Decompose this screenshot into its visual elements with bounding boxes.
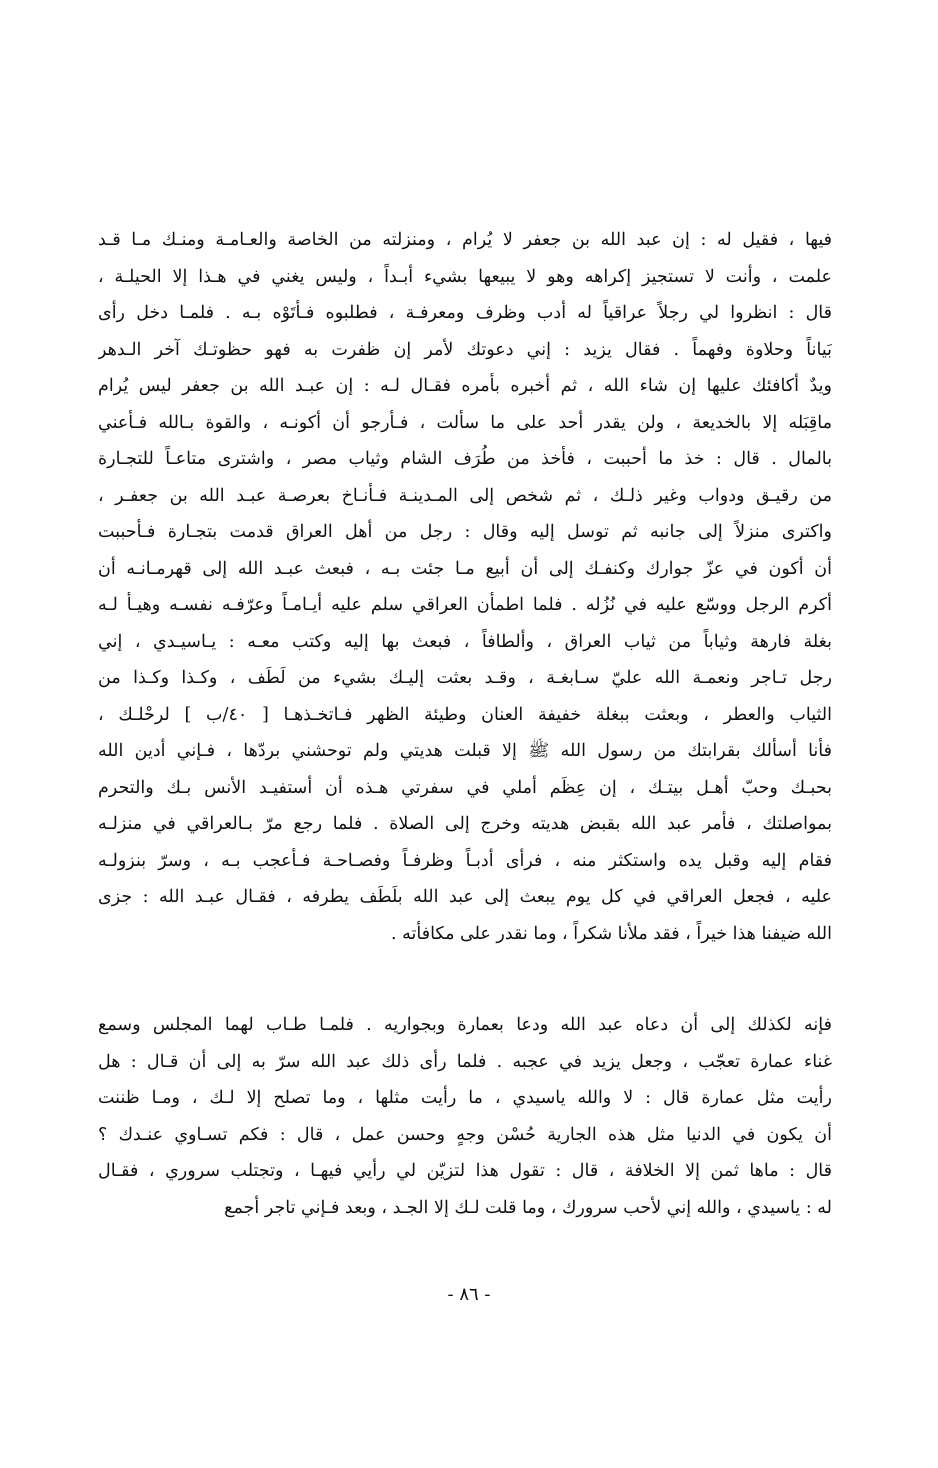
text-line: أن يكون في الدنيا مثل هذه الجارية حُسْن وجهٍ وحسن عمل ، قال : فكم تسـاوي عنـدك ؟ (98, 1124, 832, 1145)
paragraph-2 (98, 1007, 832, 1226)
text-line: ماقِبَله إلا بالخديعة ، ولن يقدر أحد على ما سألت ، فـأرجو أن أكونـه ، والقوة بـالله فـأعني (98, 412, 832, 433)
paragraph-1 (98, 222, 832, 952)
text-line: علمت ، وأنت لا تستجيز إكراهه وهو لا يبيعها بشيء أبـداً ، وليس يغني في هـذا إلا الحيلـة ، (98, 266, 832, 287)
text-line: عليه ، فجعل العراقي في كل يوم يبعث إلى عبد الله بلَطَف يطرفه ، فقـال عبـد الله : جزى (98, 887, 832, 907)
text-line: بَياناً وحلاوة وفهماً . فقال يزيد : إني دعوتك لأمر إن ظفرت به فهو حظوتـك آخر الـدهر (98, 339, 832, 360)
text-line: أن أكون في عزّ جوارك وكنفـك إلى أن أبيع مـا جئت بـه ، فبعث عبـد الله إلى قهرمـانـه أن (98, 558, 832, 579)
text-line: بالمال . قال : خذ ما أحببت ، فأخذ من طُرَف الشام وثياب مصر ، واشترى متاعـاً للتجـارة (98, 449, 832, 469)
text-line: فأنا أسألك بقرابتك من رسول الله ﷺ إلا قبلت هديتي ولم توحشني بردّها ، فـإني أدين الله (98, 741, 832, 761)
text-line: قال : انظروا لي رجلاً عراقياً له أدب وظرف ومعرفـة ، فطلبوه فـأتَوْه بـه . فلمـا دخل رأى (98, 303, 832, 323)
text-line: رأيت مثل عمارة قال : لا والله ياسيدي ، ما رأيت مثلها ، وما تصلح إلا لـك ، ومـا ظننت (98, 1088, 832, 1108)
text-line: بمواصلتك ، فأمر عبد الله بقبض هديته وخرج إلى الصلاة . فلما رجع مرّ بـالعراقي في منزلـه (98, 814, 832, 834)
text-line: من رقيـق ودواب وغير ذلـك ، ثم شخص إلى المـدينـة فـأنـاخ بعرصـة عبـد الله بن جعفـر ، (98, 485, 832, 506)
text-line: فيها ، فقيل له : إن عبد الله بن جعفر لا يُرام ، ومنزلته من الخاصة والعـامـة ومنـك مـا قـد (98, 230, 832, 250)
text-line: ويدٌ أكافئك عليها إن شاء الله ، ثم أخبره بأمره فقـال لـه : إن عبـد الله بن جعفر ليس يُرام (98, 376, 832, 396)
text-line: الله ضيفنا هذا خيراً ، فقد ملأنا شكراً ، وما نقدر على مكافأته . (391, 923, 832, 944)
text-line: الثياب والعطر ، وبعثت ببغلة خفيفة العنان وطيئة الظهر فـاتخـذهـا [ ٤٠/ب ] لرحْلـك ، (98, 704, 832, 725)
text-line: واكترى منزلاً إلى جانبه ثم توسل إليه وقال : رجل من أهل العراق قدمت بتجـارة فـأحببت (98, 522, 832, 542)
text-line: قال : ماها ثمن إلا الخلافة ، قال : تقول هذا لتزيّن لي رأيي فيهـا ، وتجتلب سروري ، فقـال (98, 1161, 832, 1181)
text-line: أكرم الرجل ووسّع عليه في نُزُله . فلما اطمأن العراقي سلم عليه أيـامـاً وعرّفـه نفسـه وهيـأ لـه (98, 595, 832, 615)
text-line: رجل تـاجر ونعمـة الله عليّ سـابغـة ، وقـد بعثت إليـك بشيء من لَطَف ، وكـذا وكـذا من (98, 668, 832, 688)
page-number: - ٨٦ - (447, 1284, 491, 1305)
text-line: فقام إليه وقبل يده واستكثر منه ، فرأى أدبـاً وظرفـاً وفصـاحـة فـأعجب بـه ، وسرّ بنزولـه (98, 850, 832, 871)
text-line: غناء عمارة تعجّب ، وجعل يزيد في عجبه . فلما رأى ذلك عبد الله سرّ به إلى أن قـال : هل (98, 1051, 832, 1072)
text-line: فإنه لكذلك إلى أن دعاه عبد الله ودعا بعمارة وبجواريه . فلمـا طـاب لهما المجلس وسمع (98, 1015, 832, 1035)
text-line: له : ياسيدي ، والله إني لأحب سرورك ، وما قلت لـك إلا الجـد ، وبعد فـإني تاجر أجمع (224, 1197, 832, 1218)
text-line: بغلة فارهة وثياباً من ثياب العراق ، وألطافاً ، فبعث بها إليه وكتب معـه : يـاسيـدي ، إني (98, 631, 832, 652)
text-line: بحبـك وحبّ أهـل بيتـك ، إن عِظَم أملي في سفرتي هـذه أن أستفيـد الأنس بـك والتحرم (98, 777, 832, 798)
